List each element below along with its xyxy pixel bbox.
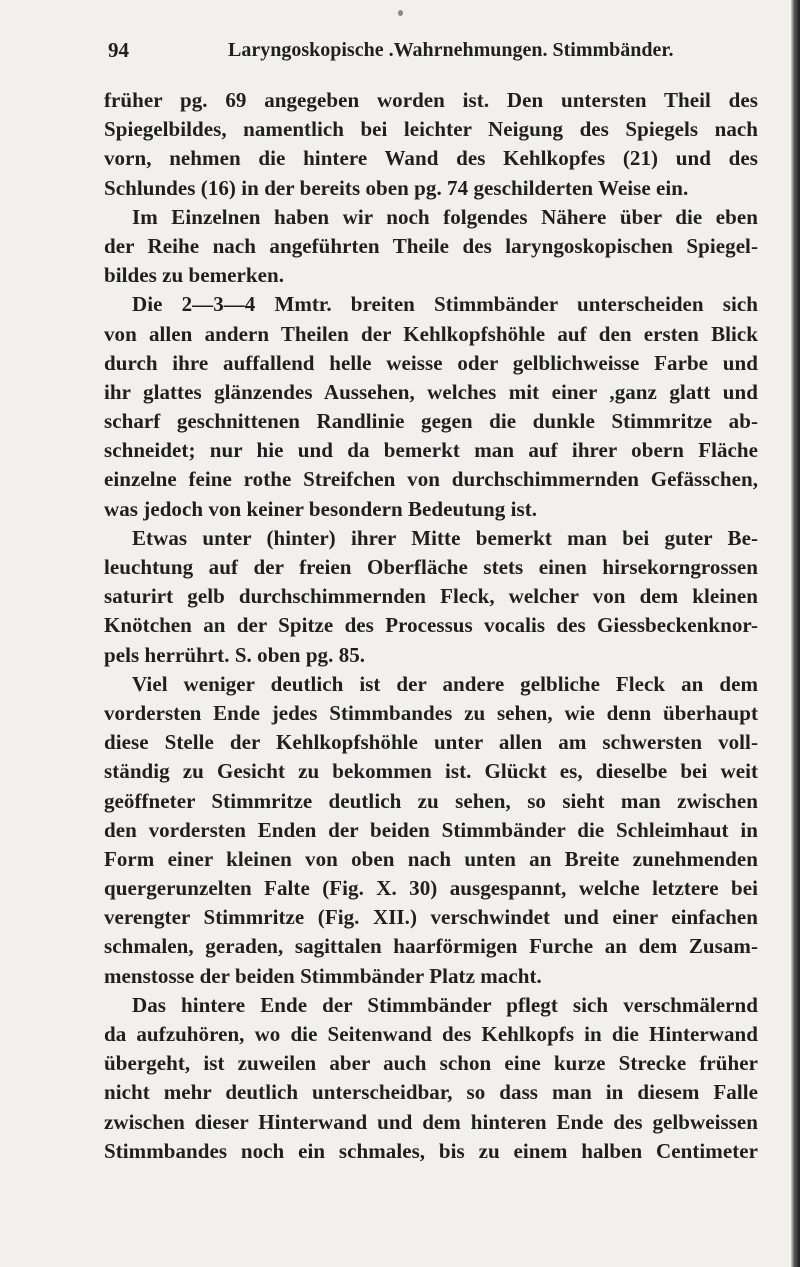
text-line: den vordersten Enden der beiden Stimmbänder die Schleimhaut in (104, 817, 758, 842)
text-line: bildes zu bemerken. (104, 263, 285, 288)
text-line: zwischen dieser Hinterwand und dem hinteren Ende des gelbweissen (104, 1109, 758, 1134)
running-head: Laryngoskopische .Wahrnehmungen. Stimmbänder. (228, 39, 674, 61)
text-line: ihr glattes glänzendes Aussehen, welches mit einer ,ganz glatt und (104, 379, 758, 404)
text-line: Knötchen an der Spitze des Processus vocalis des Giessbeckenknor- (104, 613, 758, 638)
text-line: diese Stelle der Kehlkopfshöhle unter allen am schwersten voll- (104, 730, 758, 755)
page-header (108, 38, 760, 68)
text-line: leuchtung auf der freien Oberfläche stets einen hirsekorngrossen (104, 555, 758, 579)
text-line: geöffneter Stimmritze deutlich zu sehen, so sieht man zwischen (104, 788, 758, 813)
text-line: Form einer kleinen von oben nach unten an Breite zunehmenden (104, 846, 758, 871)
body-text (104, 86, 758, 1166)
text-line: Schlundes (16) in der bereits oben pg. 74 geschilderten Weise ein. (104, 175, 689, 200)
text-line: Im Einzelnen haben wir noch folgendes Nähere über die eben (132, 204, 758, 229)
text-line: was jedoch von keiner besondern Bedeutung ist. (104, 496, 538, 521)
text-line: Spiegelbildes, namentlich bei leichter Neigung des Spiegels nach (104, 117, 758, 142)
text-line: vordersten Ende jedes Stimmbandes zu sehen, wie denn überhaupt (104, 700, 758, 725)
text-line: Die 2—3—4 Mmtr. breiten Stimmbänder unterscheiden sich (132, 292, 758, 317)
text-line: von allen andern Theilen der Kehlkopfshöhle auf den ersten Blick (104, 321, 758, 346)
text-line: Etwas unter (hinter) ihrer Mitte bemerkt man bei guter Be- (132, 525, 758, 550)
text-line: ständig zu Gesicht zu bekommen ist. Glückt es, dieselbe bei weit (104, 759, 758, 784)
text-line: saturirt gelb durchschimmernden Fleck, welcher von dem kleinen (104, 584, 758, 609)
text-line: früher pg. 69 angegeben worden ist. Den untersten Theil des (104, 88, 758, 112)
text-line: schmalen, geraden, sagittalen haarförmigen Furche an dem Zusam- (104, 934, 758, 959)
text-line: der Reihe nach angeführten Theile des laryngoskopischen Spiegel- (104, 233, 758, 258)
text-line: Stimmbandes noch ein schmales, bis zu einem halben Centimeter (104, 1138, 758, 1163)
page-edge-shadow (791, 0, 800, 1267)
text-line: da aufzuhören, wo die Seitenwand des Kehlkopfs in die Hinterwand (104, 1022, 758, 1046)
text-line: verengter Stimmritze (Fig. XII.) verschwindet und einer einfachen (104, 905, 758, 930)
text-line: übergeht, ist zuweilen aber auch schon eine kurze Strecke früher (104, 1051, 758, 1076)
text-line: quergerunzelten Falte (Fig. X. 30) ausgespannt, welche letztere bei (104, 876, 758, 901)
page-number: 94 (108, 38, 129, 62)
ink-speck (398, 10, 403, 16)
text-line: scharf geschnittenen Randlinie gegen die dunkle Stimmritze ab- (104, 409, 758, 434)
text-line: einzelne feine rothe Streifchen von durchschimmernden Gefässchen, (104, 467, 758, 492)
text-line: vorn, nehmen die hintere Wand des Kehlkopfes (21) und des (104, 146, 758, 171)
text-line: nicht mehr deutlich unterscheidbar, so dass man in diesem Falle (104, 1080, 758, 1105)
text-line: pels herrührt. S. oben pg. 85. (104, 642, 366, 667)
text-line: Viel weniger deutlich ist der andere gelbliche Fleck an dem (132, 671, 758, 696)
text-line: menstosse der beiden Stimmbänder Platz macht. (104, 963, 542, 988)
text-line: schneidet; nur hie und da bemerkt man auf ihrer obern Fläche (104, 438, 758, 463)
text-line: durch ihre auffallend helle weisse oder gelblichweisse Farbe und (104, 350, 758, 375)
text-line: Das hintere Ende der Stimmbänder pflegt sich verschmälernd (132, 992, 758, 1017)
